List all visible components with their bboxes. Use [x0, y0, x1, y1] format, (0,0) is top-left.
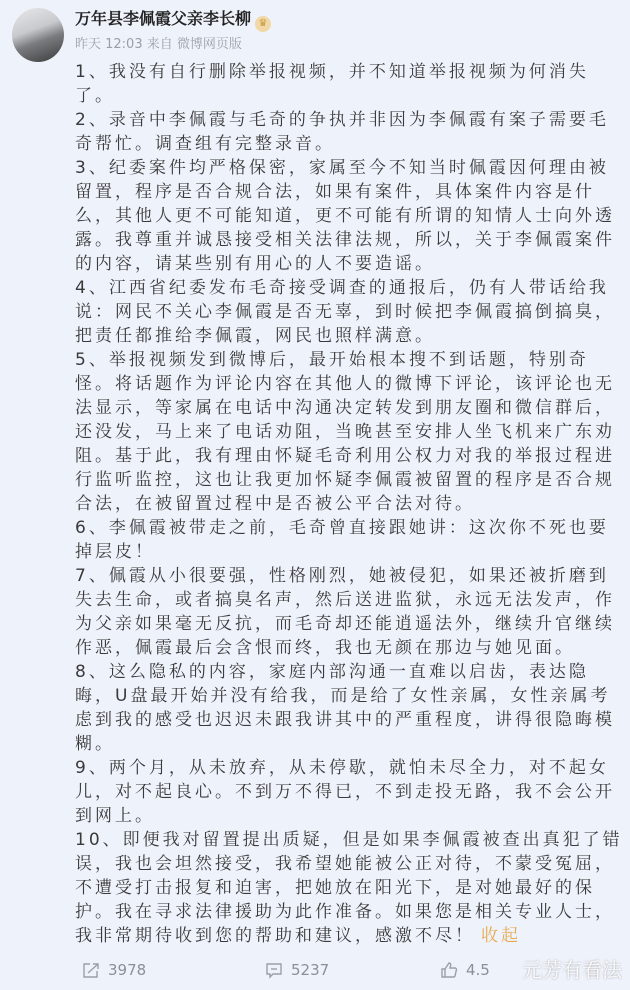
- paragraph: 5、举报视频发到微博后，最开始根本搜不到话题，特别奇怪。将话题作为评论内容在其他人的微博下评论，该评论也无法显示，等家属在电话中沟通决定转发到朋友圈和微信群后，还没发，马上来了电话劝阻，当晚甚至安排人坐飞机来广东劝阻。基于此，我有理由怀疑毛奇利用公权力对我的举报过程进行监听监控，这也让我更加怀疑李佩霞被留置的程序是否合规合法，在被留置过程中是否被公平合法对待。: [75, 350, 615, 514]
- like-count: 4.5: [466, 961, 490, 979]
- repost-icon: [82, 961, 100, 979]
- thumbs-up-icon: [440, 961, 458, 979]
- paragraph: 6、李佩霞被带走之前，毛奇曾直接跟她讲：这次你不死也要掉层皮！: [75, 518, 609, 562]
- post-meta: [75, 37, 242, 53]
- vip-badge-icon: ♛: [255, 16, 271, 32]
- watermark: 元芳有看法: [522, 958, 622, 982]
- paragraph: 2、录音中李佩霞与毛奇的争执并非因为李佩霞有案子需要毛奇帮忙。调查组有完整录音。: [75, 110, 609, 154]
- paragraph-last: [75, 828, 623, 948]
- repost-button[interactable]: [82, 956, 146, 984]
- paragraph: 7、佩霞从小很要强，性格刚烈，她被侵犯，如果还被折磨到失去生命，或者搞臭名声，然后送进监狱，永远无法发声，作为父亲如果毫无反抗，而毛奇却还能逍遥法外，继续升官继续作恶，佩霞最后会含恨而终，我也无颜在那边与她见面。: [75, 566, 615, 658]
- post-time[interactable]: 昨天 12:03: [75, 37, 143, 52]
- paragraph: 8、这么隐私的内容，家庭内部沟通一直难以启齿，表达隐晦，U盘最开始并没有给我，而是给了女性亲属，女性亲属考虑到我的感受也迟迟未跟我讲其中的严重程度，讲得很隐晦模糊。: [75, 662, 615, 754]
- comment-icon: [265, 961, 283, 979]
- avatar[interactable]: [12, 8, 64, 62]
- repost-count: 3978: [108, 961, 147, 979]
- post-content: [75, 60, 623, 948]
- like-button[interactable]: [440, 956, 490, 984]
- post-source: 来自 微博网页版: [146, 37, 242, 52]
- action-bar: [0, 956, 630, 984]
- comment-count: 5237: [291, 961, 330, 979]
- comment-button[interactable]: [265, 956, 329, 984]
- paragraph: 9、两个月，从未放弃，从未停歇，就怕未尽全力，对不起女儿，对不起良心。不到万不得已，不到走投无路，我不会公开到网上。: [75, 758, 615, 826]
- collapse-link[interactable]: 收起: [481, 926, 521, 946]
- post-header: [0, 8, 630, 60]
- author-name[interactable]: [75, 9, 271, 32]
- author-name-text[interactable]: 万年县李佩霞父亲李长柳: [75, 9, 252, 28]
- paragraph: 1、我没有自行删除举报视频，并不知道举报视频为何消失了。: [75, 62, 589, 106]
- paragraph-text: 10、即便我对留置提出质疑，但是如果李佩霞被查出真犯了错误，我也会坦然接受，我希望她能被公正对待，不蒙受冤屈，不遭受打击报复和迫害，把她放在阳光下，是对她最好的保护。我在寻求法律援助为此作准备。如果您是相关专业人士，我非常期待收到您的帮助和建议，感激不尽！: [75, 830, 623, 946]
- paragraph: 4、江西省纪委发布毛奇接受调查的通报后，仍有人带话给我说：网民不关心李佩霞是否无辜，到时候把李佩霞搞倒搞臭，把责任都推给李佩霞，网民也照样满意。: [75, 278, 615, 346]
- paragraph: 3、纪委案件均严格保密，家属至今不知当时佩霞因何理由被留置，程序是否合规合法，如果有案件，具体案件内容是什么，其他人更不可能知道，更不可能有所谓的知情人士向外透露。我尊重并诚恳接受相关法律法规，所以，关于李佩霞案件的内容，请某些别有用心的人不要造谣。: [75, 158, 615, 274]
